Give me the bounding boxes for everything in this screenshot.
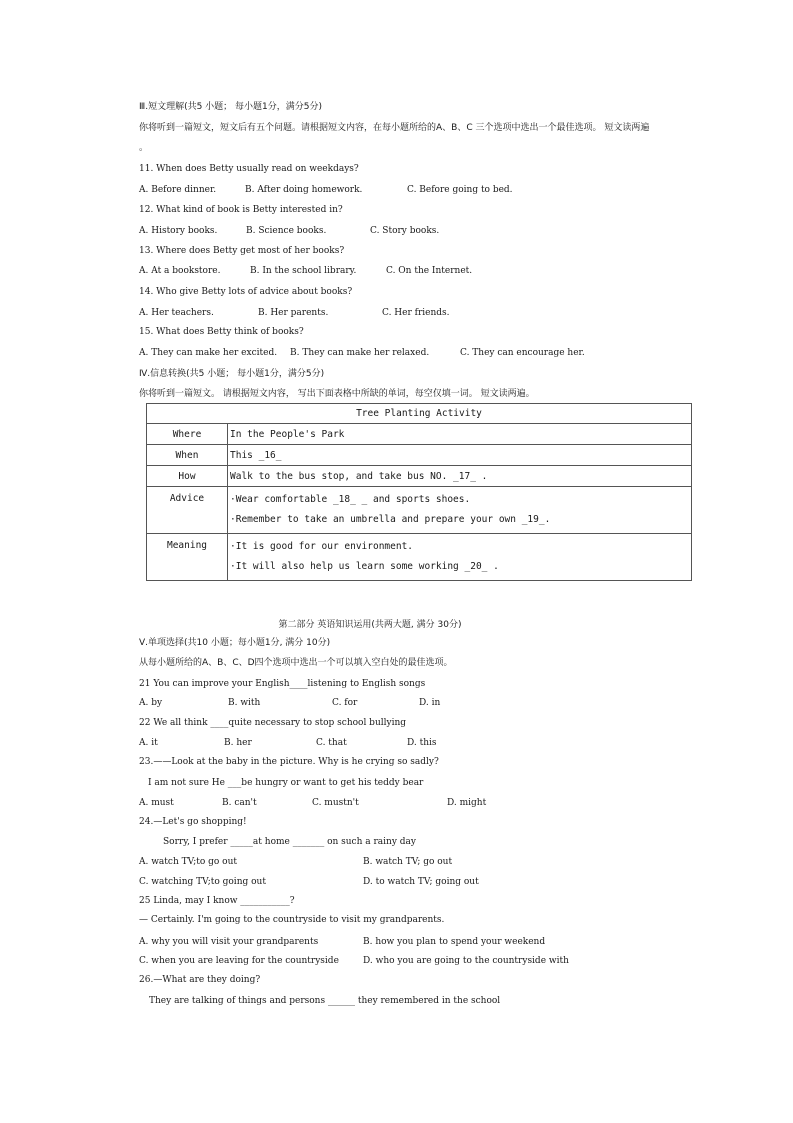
- option-b: B. After doing homework.: [245, 185, 363, 195]
- section4-title: Ⅳ.信息转换(共5 小题； 每小题1分，满分5分): [139, 369, 325, 379]
- options-12: [139, 225, 439, 237]
- option-b: B. can't: [222, 798, 257, 808]
- table-row: [147, 534, 692, 581]
- section5-instruction: 从每小题所给的A、B、C、D四个选项中选出一个可以填入空白处的最佳选项。: [139, 658, 453, 668]
- option-b: B. how you plan to spend your weekend: [363, 937, 546, 947]
- option-a: A. History books.: [139, 226, 218, 236]
- option-d: D. in: [419, 698, 441, 708]
- table-row: [147, 445, 692, 466]
- options-25b: [139, 955, 569, 967]
- row-label: Meaning: [147, 534, 228, 581]
- question-26: 26.—What are they doing?: [139, 975, 261, 985]
- row-label: How: [147, 466, 228, 487]
- question-13: 13. Where does Betty get most of her books?: [139, 246, 345, 256]
- question-23-response: I am not sure He ___be hungry or want to get his teddy bear: [148, 778, 424, 788]
- option-b: B. They can make her relaxed.: [290, 348, 430, 358]
- row-label: When: [147, 445, 228, 466]
- table-heading: Tree Planting Activity: [147, 404, 692, 424]
- option-d: D. to watch TV; going out: [363, 877, 479, 887]
- question-15: 15. What does Betty think of books?: [139, 327, 304, 337]
- row-value: Walk to the bus stop, and take bus NO. _17_ .: [228, 466, 692, 487]
- question-11: 11. When does Betty usually read on weekdays?: [139, 164, 359, 174]
- options-13: [139, 265, 472, 277]
- section4-instruction: 你将听到一篇短文。 请根据短文内容， 写出下面表格中所缺的单词，每空仅填一词。 短文读两遍。: [139, 389, 535, 399]
- question-26-response: They are talking of things and persons ______ they remembered in the school: [149, 996, 501, 1006]
- option-a: A. Her teachers.: [139, 308, 214, 318]
- question-25: 25 Linda, may I know ___________?: [139, 896, 295, 906]
- question-21: 21 You can improve your English____listening to English songs: [139, 679, 426, 689]
- option-b: B. watch TV; go out: [363, 857, 453, 867]
- option-a: A. watch TV;to go out: [139, 857, 238, 867]
- advice-line: ·Remember to take an umbrella and prepare your own _19_.: [230, 514, 551, 525]
- meaning-line: ·It will also help us learn some working _20_ .: [230, 561, 499, 572]
- option-b: B. Science books.: [246, 226, 327, 236]
- option-c: C. when you are leaving for the countryside: [139, 956, 339, 966]
- row-value: [228, 534, 692, 581]
- table-row: [147, 424, 692, 445]
- question-23: 23.——Look at the baby in the picture. Why is he crying so sadly?: [139, 757, 439, 767]
- question-12: 12. What kind of book is Betty interested in?: [139, 205, 343, 215]
- option-c: C. for: [332, 698, 358, 708]
- question-22: 22 We all think ____quite necessary to stop school bullying: [139, 718, 407, 728]
- option-c: C. They can encourage her.: [460, 348, 585, 358]
- question-25-response: — Certainly. I'm going to the countryside to visit my grandparents.: [139, 915, 445, 925]
- section5-title: Ⅴ.单项选择(共10 小题；每小题1分, 满分 10分): [139, 638, 331, 648]
- option-b: B. with: [228, 698, 261, 708]
- option-d: D. might: [447, 798, 487, 808]
- options-24b: [139, 876, 479, 888]
- option-c: C. On the Internet.: [386, 266, 473, 276]
- section3-instruction: 你将听到一篇短文，短文后有五个问题。请根据短文内容，在每小题所给的A、B、C 三个选项中选出一个最佳选项。 短文读两遍: [139, 123, 650, 133]
- question-24: 24.—Let's go shopping!: [139, 817, 247, 827]
- row-value: [228, 487, 692, 534]
- option-a: A. why you will visit your grandparents: [139, 937, 319, 947]
- options-15: [139, 347, 585, 359]
- option-b: B. In the school library.: [250, 266, 357, 276]
- option-b: B. Her parents.: [258, 308, 329, 318]
- advice-line: ·Wear comfortable _18_ _ and sports shoes.: [230, 494, 471, 505]
- table-row: [147, 466, 692, 487]
- option-c: C. Before going to bed.: [407, 185, 513, 195]
- tree-planting-table: [146, 403, 692, 581]
- option-d: D. who you are going to the countryside with: [363, 956, 569, 966]
- question-24-response: Sorry, I prefer _____at home _______ on such a rainy day: [163, 837, 416, 847]
- table-row: [147, 487, 692, 534]
- option-c: C. mustn't: [312, 798, 359, 808]
- option-a: A. At a bookstore.: [139, 266, 221, 276]
- part2-title: 第二部分 英语知识运用(共两大题, 满分 30分): [278, 620, 462, 630]
- option-c: C. Story books.: [370, 226, 440, 236]
- option-c: C. that: [316, 738, 347, 748]
- option-a: A. must: [139, 798, 174, 808]
- option-b: B. her: [224, 738, 252, 748]
- options-23: [139, 797, 486, 809]
- options-21: [139, 697, 440, 709]
- meaning-line: ·It is good for our environment.: [230, 541, 414, 552]
- option-d: D. this: [407, 738, 437, 748]
- options-14: [139, 307, 450, 319]
- options-25a: [139, 936, 545, 948]
- options-22: [139, 737, 437, 749]
- options-24a: [139, 856, 452, 868]
- row-label: Advice: [147, 487, 228, 534]
- option-c: C. watching TV;to going out: [139, 877, 266, 887]
- question-14: 14. Who give Betty lots of advice about books?: [139, 287, 353, 297]
- option-a: A. Before dinner.: [139, 185, 217, 195]
- option-a: A. it: [139, 738, 158, 748]
- row-value: This _16_: [228, 445, 692, 466]
- option-a: A. They can make her excited.: [139, 348, 278, 358]
- option-c: C. Her friends.: [382, 308, 450, 318]
- options-11: [139, 184, 513, 196]
- row-value: In the People's Park: [228, 424, 692, 445]
- section3-instruction-tail: 。: [139, 143, 149, 153]
- section3-title: Ⅲ.短文理解(共5 小题； 每小题1分，满分5分): [139, 102, 322, 112]
- option-a: A. by: [139, 698, 163, 708]
- row-label: Where: [147, 424, 228, 445]
